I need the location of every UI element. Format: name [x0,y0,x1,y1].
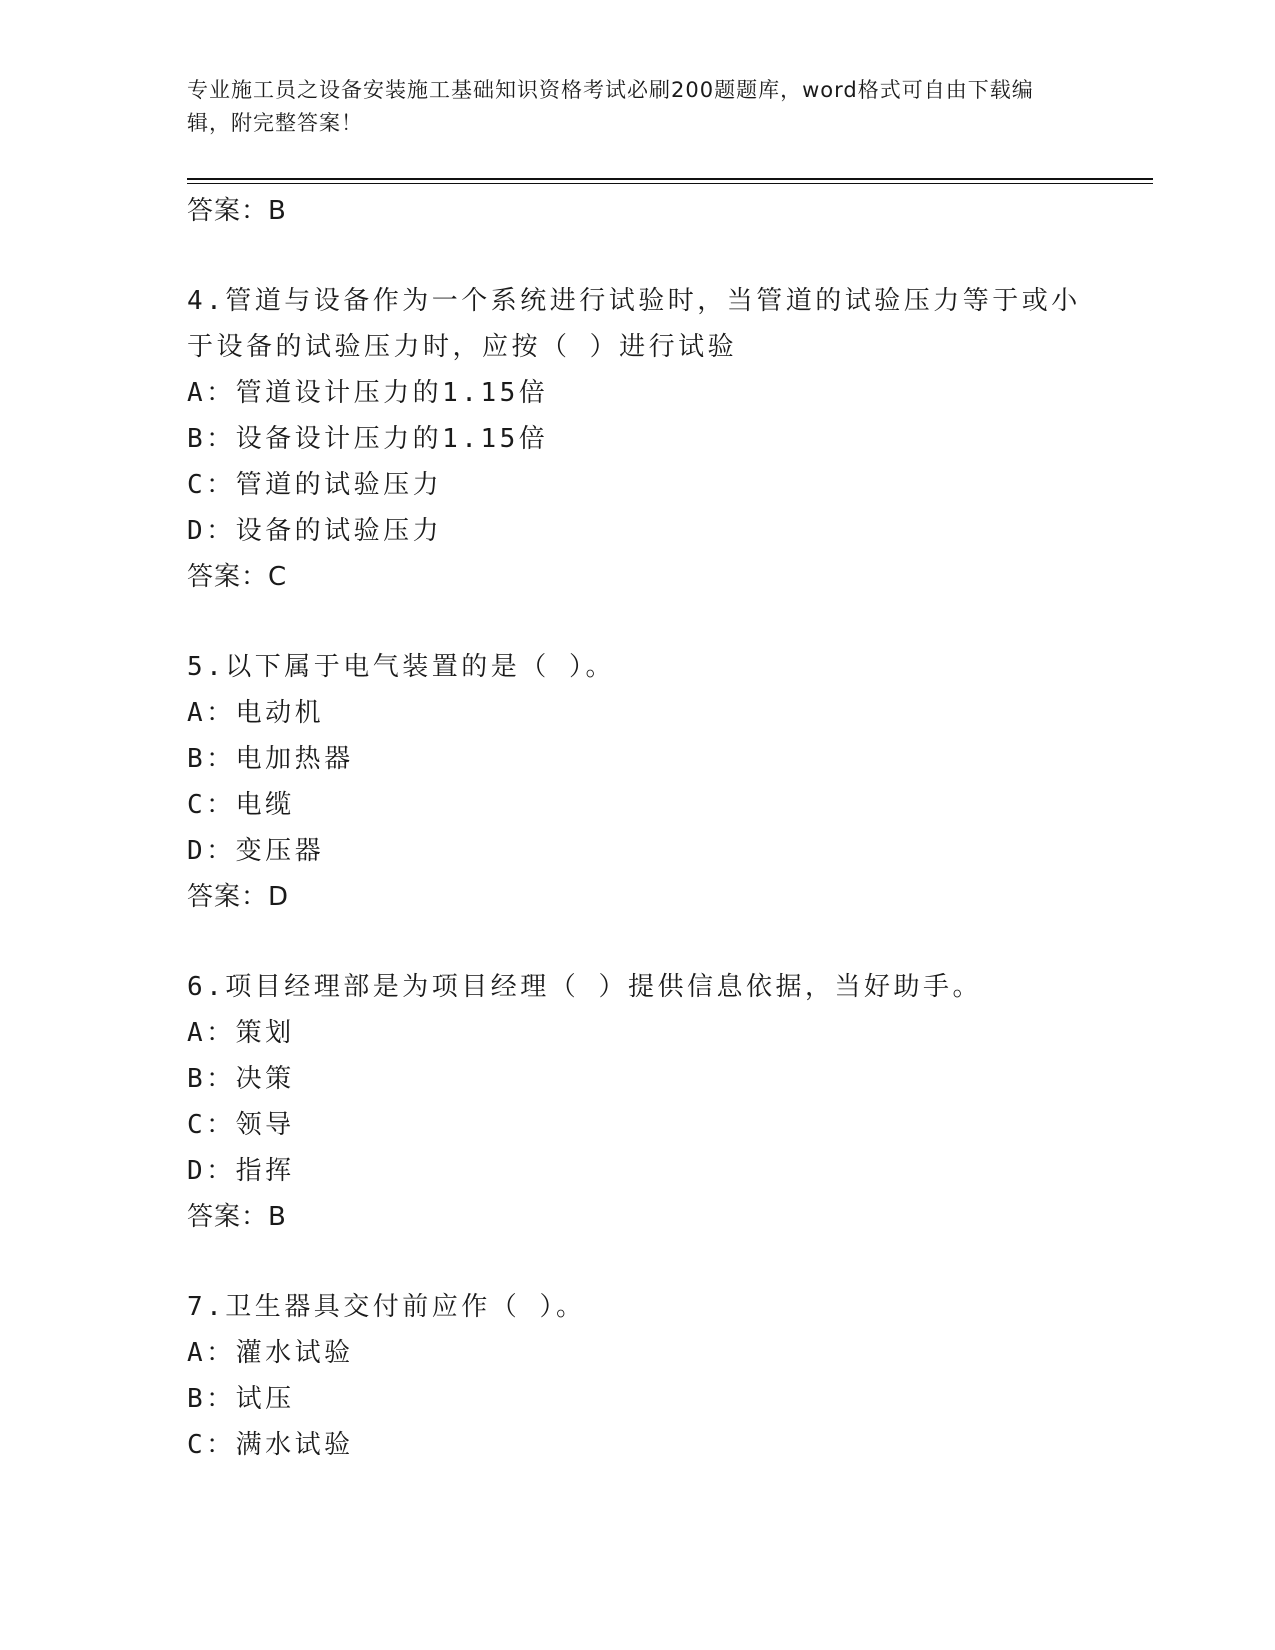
option-b: B：试压 [187,1384,295,1414]
option-b: B：决策 [187,1064,295,1094]
option-b: B：设备设计压力的1.15倍 [187,424,549,454]
question-stem: 5.以下属于电气装置的是（ ）。 [187,652,615,682]
option-c: C：管道的试验压力 [187,470,443,500]
option-a: A：策划 [187,1018,295,1048]
option-c: C：电缆 [187,790,295,820]
option-c: C：领导 [187,1110,295,1140]
question-list [187,188,1087,1512]
option-b: B：电加热器 [187,744,354,774]
header-rule-thick [187,178,1153,180]
option-d: D：变压器 [187,836,325,866]
option-a: A：管道设计压力的1.15倍 [187,378,549,408]
page-header: 专业施工员之设备安装施工基础知识资格考试必刷200题题库，word格式可自由下载编辑，附完整答案！ [187,78,1034,135]
option-a: A：灌水试验 [187,1338,354,1368]
option-c: C：满水试验 [187,1430,354,1460]
option-d: D：设备的试验压力 [187,516,443,546]
answer-text: 答案：B [187,1202,287,1232]
header-rule-thin [187,183,1153,184]
question-block [187,1284,1087,1468]
answer-text: 答案：B [187,196,287,226]
option-d: D：指挥 [187,1156,295,1186]
answer-text: 答案：C [187,562,288,592]
question-block [187,644,1087,920]
question-block [187,278,1087,600]
question-block [187,964,1087,1240]
question-stem: 7.卫生器具交付前应作（ ）。 [187,1292,586,1322]
question-stem: 6.项目经理部是为项目经理（ ）提供信息依据，当好助手。 [187,972,982,1002]
question-stem: 4.管道与设备作为一个系统进行试验时，当管道的试验压力等于或小于设备的试验压力时，应按（ ）进行试验 [187,286,1081,362]
answer-text: 答案：D [187,882,290,912]
option-a: A：电动机 [187,698,325,728]
